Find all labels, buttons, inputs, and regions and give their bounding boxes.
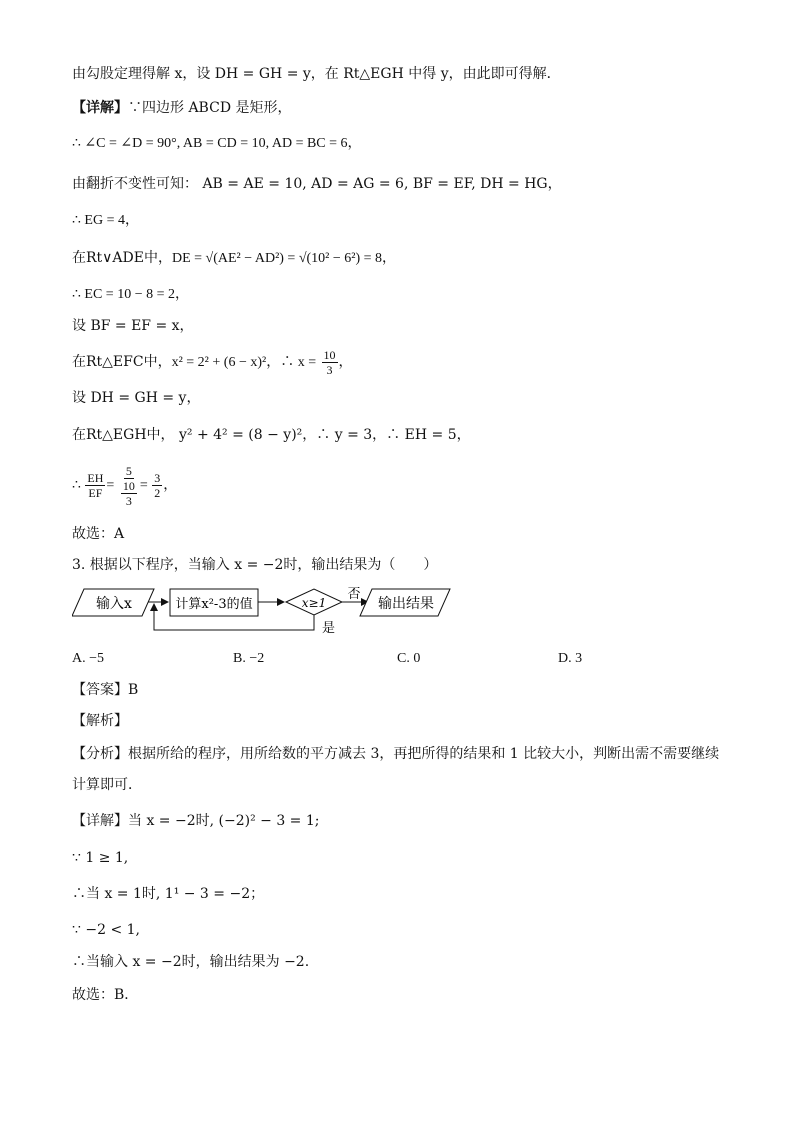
fraction bbox=[322, 348, 338, 377]
numerator: 10 bbox=[323, 347, 336, 362]
formula: DE = √(AE² − AD²) = √(10² − 6²) = 8， bbox=[171, 251, 397, 266]
detail-line: 【详解】当 x = −2时, (−2)² − 3 = 1; bbox=[72, 813, 320, 829]
numerator: 3 bbox=[154, 471, 161, 486]
detail-line: 故选：B． bbox=[72, 987, 139, 1003]
flowchart bbox=[72, 586, 492, 636]
sub-numerator: 10 bbox=[122, 478, 135, 493]
yes-label: 是 bbox=[322, 621, 336, 636]
question-3: 3. 根据以下程序，当输入 x = −2时，输出结果为（ ） bbox=[72, 557, 438, 573]
text-line: 由勾股定理得解 x，设 DH = GH = y，在 Rt△EGH 中得 y，由此即可得解． bbox=[72, 66, 561, 82]
detail-line: ∵ 1 ≥ 1, bbox=[72, 850, 129, 866]
analysis-line: 【分析】根据所给的程序，用所给数的平方减去 3，再把所得的结果和 1 比较大小，判断出需不需要继续 bbox=[72, 746, 720, 762]
option-a: A. −5 bbox=[72, 651, 105, 666]
option-b: B. −2 bbox=[233, 651, 265, 666]
text-line: 设 DH = GH = y， bbox=[72, 390, 201, 406]
text-line: 设 BF = EF = x， bbox=[72, 318, 194, 334]
text-line bbox=[72, 98, 292, 118]
text-line: 由翻折不变性可知： AB = AE = 10, AD = AG = 6, BF = EF, DH = HG， bbox=[72, 176, 562, 192]
compute-label: 计算x²-3的值 bbox=[175, 597, 253, 612]
condition-label: x≥1 bbox=[301, 596, 327, 610]
text-line bbox=[72, 248, 396, 269]
sub-denominator: 3 bbox=[125, 493, 132, 508]
text-line: 在Rt△EGH中， y² + 4² = (8 − y)²，∴ y = 3，∴ EH = 5， bbox=[72, 427, 471, 443]
option-c: C. 0 bbox=[397, 651, 421, 666]
option-d: D. 3 bbox=[558, 651, 583, 666]
text-line: ∴ ∠C = ∠D = 90°, AB = CD = 10, AD = BC = 6， bbox=[72, 136, 362, 151]
input-label: 输入x bbox=[96, 596, 132, 612]
answer-tag: 【答案】B bbox=[72, 682, 139, 698]
text-line: ∴ EC = 10 − 8 = 2， bbox=[72, 287, 189, 302]
formula: x² = 2² + (6 − x)²，∴ x = bbox=[171, 355, 317, 370]
therefore-sign: ∴ bbox=[72, 478, 81, 493]
denominator: EF bbox=[88, 486, 103, 501]
text-line: 在Rt△EFC中，x² = 2² + (6 − x)²，∴ x = $\frac{10}{3}$ ， bbox=[72, 347, 353, 377]
text-span: ∵四边形 ABCD 是矩形， bbox=[128, 100, 292, 116]
numerator: 5 bbox=[125, 463, 132, 478]
denominator: 2 bbox=[154, 486, 161, 501]
analysis-tag: 【解析】 bbox=[72, 713, 128, 729]
denominator: 3 bbox=[326, 362, 333, 377]
text-line: ∴ $\frac{EH}{EF}$ = $\frac{5}{\frac{10}{3}}$ = $\frac{3}{2}$ ， bbox=[72, 463, 178, 508]
denominator bbox=[119, 479, 139, 508]
fraction bbox=[152, 471, 162, 500]
analysis-line: 计算即可． bbox=[72, 777, 142, 793]
no-label: 否 bbox=[347, 587, 361, 602]
fraction bbox=[119, 464, 139, 508]
detail-line: ∴当 x = 1时, 1¹ − 3 = −2； bbox=[72, 886, 265, 902]
detail-tag: 【详解】 bbox=[72, 100, 128, 116]
text-line: ∴ EG = 4， bbox=[72, 213, 139, 228]
text-line: 故选：A bbox=[72, 526, 125, 542]
fraction bbox=[85, 471, 105, 500]
output-label: 输出结果 bbox=[378, 596, 434, 612]
detail-line: ∴当输入 x = −2时，输出结果为 −2. bbox=[72, 954, 310, 970]
text-span: 在Rt∨ADE中， bbox=[72, 250, 172, 266]
text-span: 在Rt△EFC中， bbox=[72, 354, 172, 370]
detail-line: ∵ −2 < 1, bbox=[72, 922, 140, 938]
numerator: EH bbox=[87, 471, 104, 486]
